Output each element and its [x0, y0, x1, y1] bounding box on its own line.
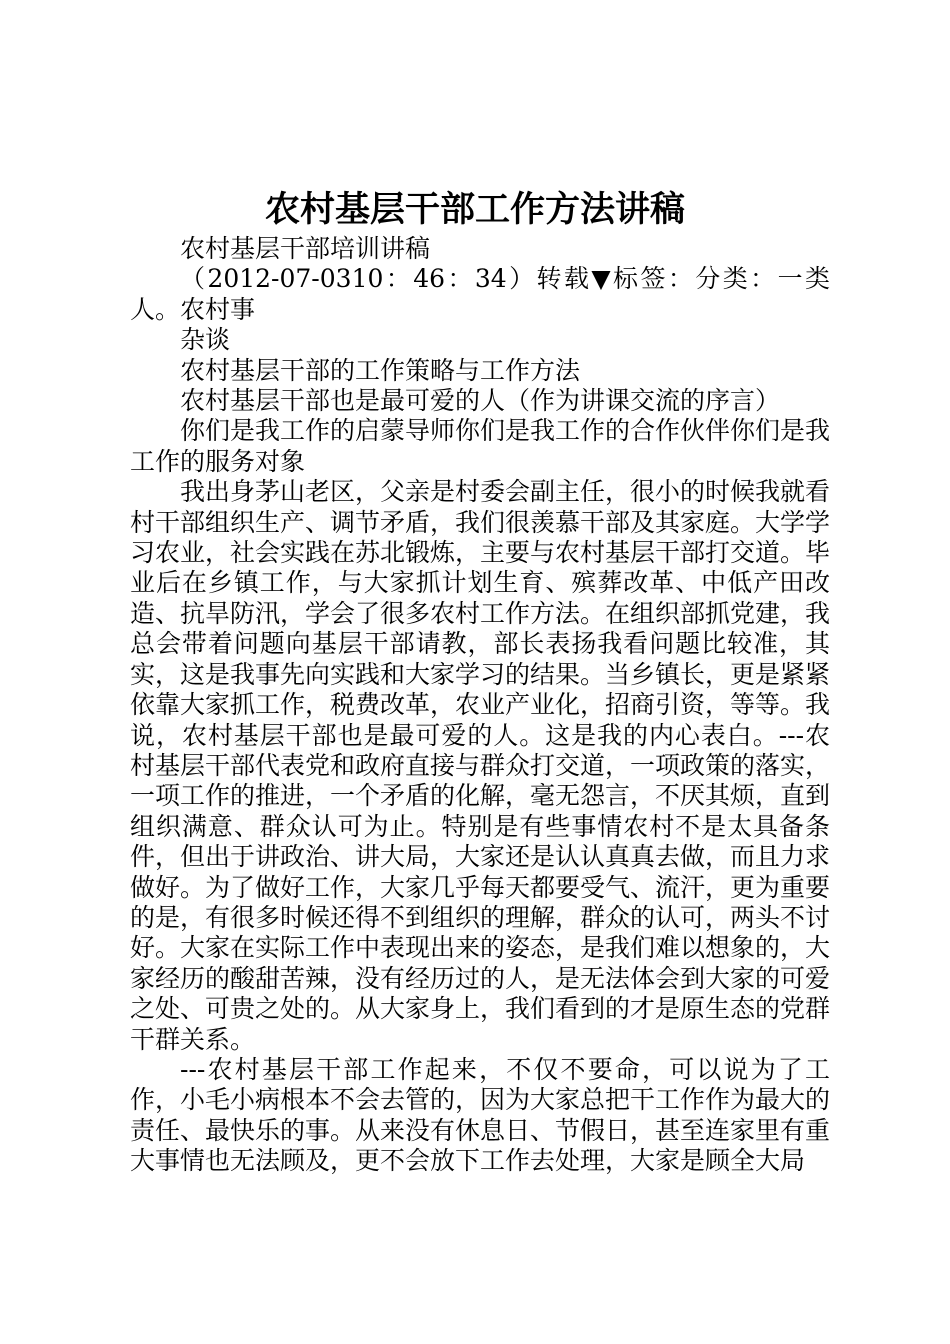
paragraph-body-1: 我出身茅山老区，父亲是村委会副主任，很小的时候我就看村干部组织生产、调节矛盾，我们很羡慕干部及其家庭。大学学习农业，社会实践在苏北锻炼，主要与农村基层干部打交道。毕业后在乡镇工作，与大家抓计划生育、殡葬改革、中低产田改造、抗旱防汛，学会了很多农村工作方法。在组织部抓党建，我总会带着问题向基层干部请教，部长表扬我看问题比较准，其实，这是我事先向实践和大家学习的结果。当乡镇长，更是紧紧依靠大家抓工作，税费改革，农业产业化，招商引资，等等。我说，农村基层干部也是最可爱的人。这是我的内心表白。---农村基层干部代表党和政府直接与群众打交道，一项政策的落实，一项工作的推进，一个矛盾的化解，毫无怨言，不厌其烦，直到组织满意、群众认可为止。特别是有些事情农村不是太具备条件，但出于讲政治、讲大局，大家还是认认真真去做，而且力求做好。为了做好工作，大家几乎每天都要受气、流汗，更为重要的是，有很多时候还得不到组织的理解，群众的认可，两头不讨好。大家在实际工作中表现出来的姿态，是我们难以想象的，大家经历的酸甜苦辣，没有经历过的人，是无法体会到大家的可爱之处、可贵之处的。从大家身上，我们看到的才是原生态的党群干群关系。 — [130, 477, 831, 1054]
document-title: 农村基层干部工作方法讲稿 — [264, 189, 685, 230]
document-body — [130, 234, 830, 1177]
paragraph-body-2: ---农村基层干部工作起来，不仅不要命，可以说为了工作，小毛小病根本不会去管的，因为大家总把干工作作为最大的责任、最快乐的事。从来没有休息日、节假日，甚至连家里有重大事情也无法顾及，更不会放下工作去处理，大家是顾全大局 — [130, 1054, 831, 1176]
paragraph-dedication: 你们是我工作的启蒙导师你们是我工作的合作伙伴你们是我工作的服务对象 — [130, 416, 831, 476]
paragraph-training-heading: 农村基层干部培训讲稿 — [180, 234, 431, 263]
paragraph-preface-heading: 农村基层干部也是最可爱的人（作为讲课交流的序言） — [180, 386, 781, 416]
paragraph-subtitle: 农村基层干部的工作策略与工作方法 — [180, 355, 581, 385]
paragraph-category: 杂谈 — [180, 325, 231, 355]
paragraph-post-meta: （2012-07-0310：46：34）转载▼标签：分类：一类人。农村事 — [130, 264, 830, 324]
